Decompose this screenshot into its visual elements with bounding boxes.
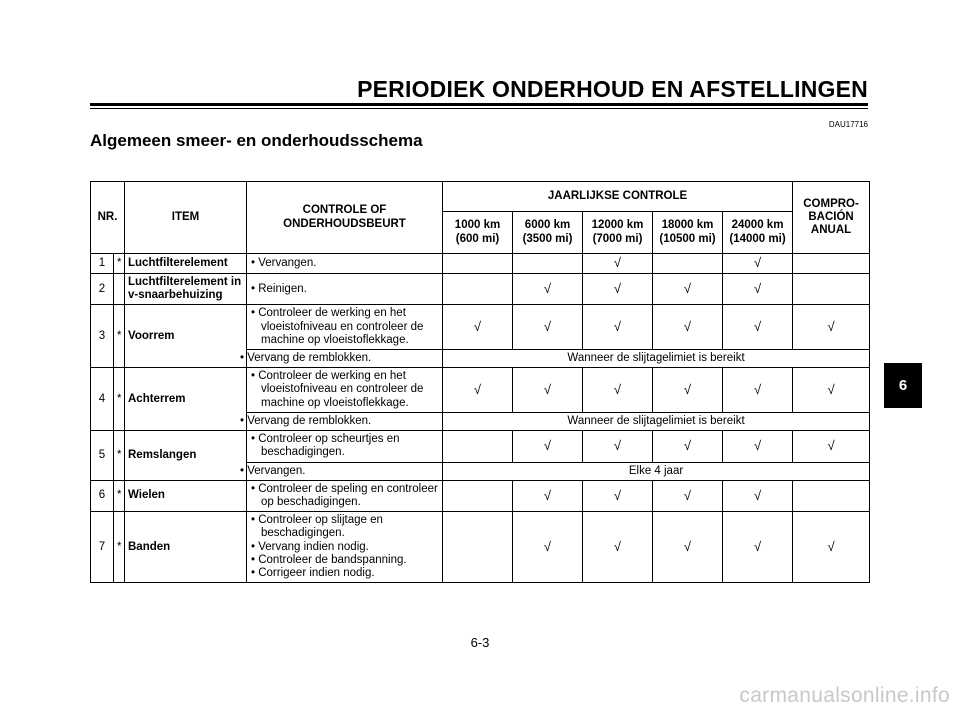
table-row — [91, 368, 870, 413]
table-row — [91, 273, 870, 304]
interval-mi: (7000 mi) — [592, 232, 643, 245]
check-cell: √ — [443, 305, 513, 350]
check-cell: √ — [723, 273, 793, 304]
row-item: Achterrem — [125, 368, 247, 431]
action-line: • Controleer de werking en het vloeistofniveau en controleer de machine op vloeistoflekkage. — [251, 370, 424, 409]
action-line: • Vervang indien nodig. — [251, 540, 369, 553]
row-action — [247, 305, 443, 350]
row-asterisk: * — [114, 368, 125, 431]
check-cell — [443, 512, 513, 583]
check-cell: √ — [793, 305, 870, 350]
check-cell: √ — [513, 273, 583, 304]
check-cell: √ — [653, 431, 723, 462]
check-cell: √ — [513, 305, 583, 350]
check-cell: √ — [723, 431, 793, 462]
check-cell: √ — [583, 273, 653, 304]
action-line: • Controleer op scheurtjes en beschadigingen. — [251, 433, 400, 459]
row-number: 5 — [91, 431, 114, 481]
header-action: CONTROLE OF ONDERHOUDSBEURT — [247, 182, 443, 254]
check-cell: √ — [583, 480, 653, 511]
check-cell: √ — [583, 431, 653, 462]
header-interval — [583, 212, 653, 254]
row-action — [247, 368, 443, 413]
check-cell — [443, 254, 513, 274]
row-action — [247, 512, 443, 583]
row-sub-action: • Vervang de remblokken. — [247, 350, 443, 368]
header-rule-thin — [90, 108, 868, 109]
row-sub-action: • Vervangen. — [247, 462, 443, 480]
header-nr: NR. — [91, 182, 125, 254]
check-cell: √ — [723, 480, 793, 511]
row-action — [247, 480, 443, 511]
header-interval — [723, 212, 793, 254]
check-cell — [653, 254, 723, 274]
row-action — [247, 273, 443, 304]
check-cell: √ — [583, 305, 653, 350]
row-asterisk: * — [114, 480, 125, 511]
row-asterisk — [114, 273, 125, 304]
row-item: Remslangen — [125, 431, 247, 481]
row-item: Voorrem — [125, 305, 247, 368]
check-cell: √ — [583, 512, 653, 583]
check-cell: √ — [723, 305, 793, 350]
action-line: • Controleer de werking en het vloeistofniveau en controleer de machine op vloeistoflekkage. — [251, 307, 424, 346]
check-cell — [793, 273, 870, 304]
check-cell: √ — [513, 368, 583, 413]
table-row — [91, 305, 870, 350]
interval-mi: (3500 mi) — [522, 232, 573, 245]
interval-mi: (14000 mi) — [729, 232, 786, 245]
interval-mi: (600 mi) — [455, 232, 500, 245]
interval-km: 12000 km — [591, 219, 644, 232]
interval-km: 6000 km — [524, 219, 571, 232]
row-number: 6 — [91, 480, 114, 511]
check-cell: √ — [653, 305, 723, 350]
check-cell: √ — [723, 512, 793, 583]
check-cell — [513, 254, 583, 274]
maintenance-schedule-table — [90, 181, 870, 583]
check-cell: √ — [793, 431, 870, 462]
row-asterisk: * — [114, 305, 125, 368]
row-sub-interval: Wanneer de slijtagelimiet is bereikt — [443, 412, 870, 430]
header-rule-thick — [90, 103, 868, 106]
check-cell: √ — [793, 512, 870, 583]
check-cell: √ — [653, 480, 723, 511]
action-line: • Controleer op slijtage en beschadigingen. — [251, 514, 383, 540]
header-interval — [513, 212, 583, 254]
row-asterisk: * — [114, 254, 125, 274]
row-number: 3 — [91, 305, 114, 368]
interval-mi: (10500 mi) — [659, 232, 716, 245]
row-sub-interval: Elke 4 jaar — [443, 462, 870, 480]
check-cell: √ — [513, 480, 583, 511]
check-cell: √ — [793, 368, 870, 413]
row-number: 2 — [91, 273, 114, 304]
header-interval — [443, 212, 513, 254]
section-title: Algemeen smeer- en onderhoudsschema — [90, 131, 423, 150]
action-line: • Vervangen. — [251, 256, 317, 269]
watermark: carmanualsonline.info — [739, 684, 950, 707]
table-row — [91, 254, 870, 274]
check-cell: √ — [723, 254, 793, 274]
check-cell: √ — [653, 368, 723, 413]
row-item: Luchtfilterelement — [125, 254, 247, 274]
row-action — [247, 431, 443, 462]
table-row — [91, 512, 870, 583]
check-cell: √ — [723, 368, 793, 413]
check-cell: √ — [583, 368, 653, 413]
check-cell — [443, 431, 513, 462]
check-cell: √ — [583, 254, 653, 274]
chapter-title: PERIODIEK ONDERHOUD EN AFSTELLINGEN — [357, 76, 868, 102]
header-annual-group: JAARLIJKSE CONTROLE — [443, 182, 793, 212]
page-number: 6-3 — [470, 635, 490, 650]
check-cell — [443, 273, 513, 304]
action-line: • Controleer de bandspanning. — [251, 553, 407, 566]
header-annual-check: COMPRO-BACIÓN ANUAL — [793, 182, 870, 254]
row-asterisk: * — [114, 431, 125, 481]
interval-km: 24000 km — [731, 219, 784, 232]
header-item: ITEM — [125, 182, 247, 254]
row-number: 7 — [91, 512, 114, 583]
check-cell — [793, 480, 870, 511]
interval-km: 1000 km — [454, 219, 501, 232]
row-number: 1 — [91, 254, 114, 274]
header-interval — [653, 212, 723, 254]
check-cell: √ — [443, 368, 513, 413]
chapter-tab: 6 — [884, 363, 922, 408]
check-cell: √ — [653, 273, 723, 304]
row-sub-action: • Vervang de remblokken. — [247, 412, 443, 430]
row-item: Banden — [125, 512, 247, 583]
row-item: Luchtfilterelement in v-snaarbehuizing — [125, 273, 247, 304]
table-row — [91, 480, 870, 511]
check-cell — [443, 480, 513, 511]
row-asterisk: * — [114, 512, 125, 583]
action-line: • Reinigen. — [251, 282, 307, 295]
row-sub-interval: Wanneer de slijtagelimiet is bereikt — [443, 350, 870, 368]
row-item: Wielen — [125, 480, 247, 511]
table-row — [91, 431, 870, 462]
interval-km: 18000 km — [661, 219, 714, 232]
check-cell: √ — [653, 512, 723, 583]
check-cell: √ — [513, 512, 583, 583]
row-action — [247, 254, 443, 274]
document-code: DAU17716 — [828, 120, 868, 129]
check-cell: √ — [513, 431, 583, 462]
action-line: • Corrigeer indien nodig. — [251, 567, 375, 580]
row-number: 4 — [91, 368, 114, 431]
check-cell — [793, 254, 870, 274]
action-line: • Controleer de speling en controleer op beschadigingen. — [251, 482, 438, 508]
